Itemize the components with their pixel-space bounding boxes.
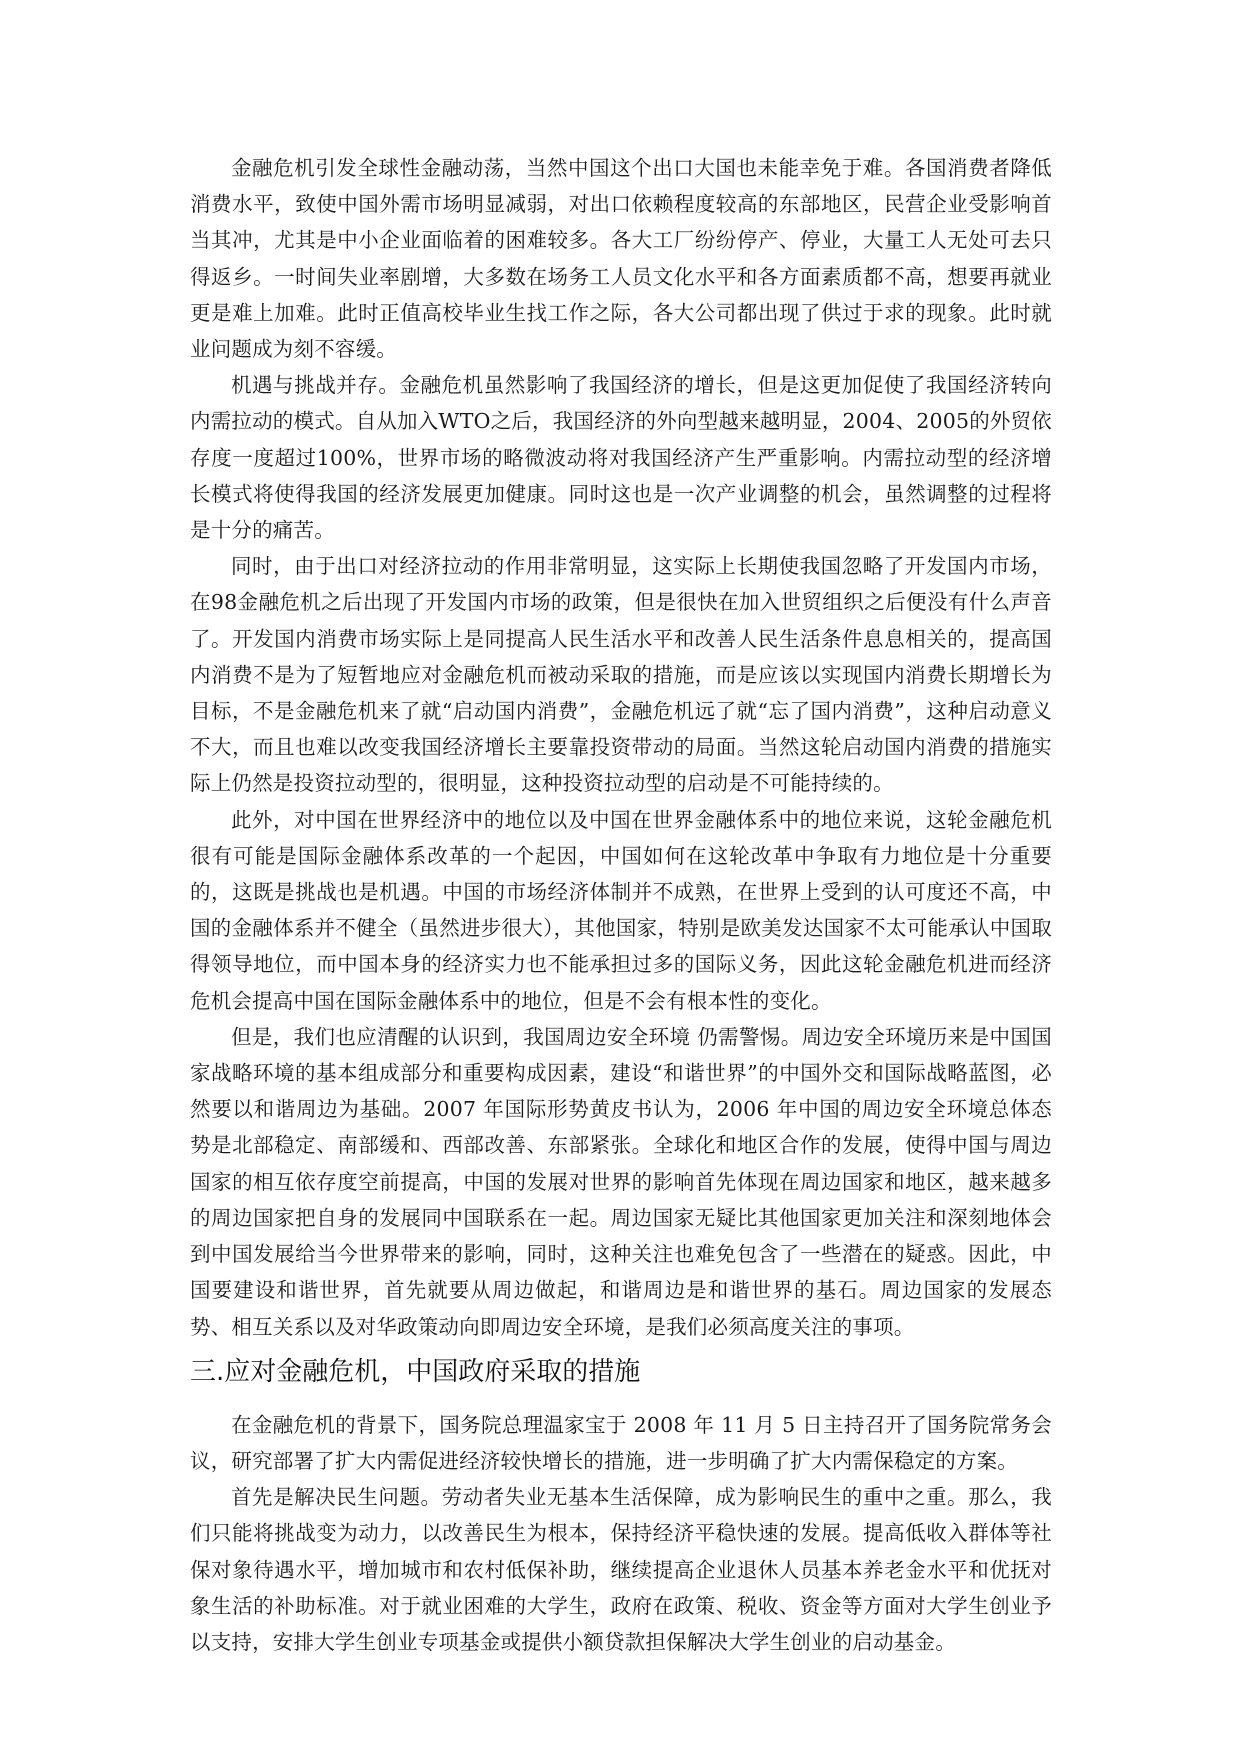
paragraph-peripheral-security: 但是，我们也应清醒的认识到，我国周边安全环境 仍需警惕。周边安全环境历来是中国国家战略环境的基本组成部分和重要构成因素，建设“和谐世界”的中国外交和国际战略蓝图，必然要以和谐周边为基础。2007 年国际形势黄皮书认为，2006 年中国的周边安全环境总体态势是北部稳定、南部缓和、西部改善、东部紧张。全球化和地区合作的发展，使得中国与周边国家的相互依存度空前提高，中国的发展对世界的影响首先体现在周边国家和地区，越来越多的周边国家把自身的发展同中国联系在一起。周边国家无疑比其他国家更加关注和深刻地体会到中国发展给当今世界带来的影响，同时，这种关注也难免包含了一些潜在的疑惑。因此，中国要建设和谐世界，首先就要从周边做起，和谐周边是和谐世界的基石。周边国家的发展态势、相互关系以及对华政策动向即周边安全环境，是我们必须高度关注的事项。 [190, 1024, 1052, 1339]
paragraph-unemployment: 金融危机引发全球性金融动荡，当然中国这个出口大国也未能幸免于难。各国消费者降低消费水平，致使中国外需市场明显减弱，对出口依赖程度较高的东部地区，民营企业受影响首当其冲，尤其是中小企业面临着的困难较多。各大工厂纷纷停产、停业，大量工人无处可去只得返乡。一时间失业率剧增，大多数在场务工人员文化水平和各方面素质都不高，想要再就业更是难上加难。此时正值高校毕业生找工作之际，各大公司都出现了供过于求的现象。此时就业问题成为刻不容缓。 [190, 156, 1052, 362]
paragraph-state-council: 在金融危机的背景下，国务院总理温家宝于 2008 年 11 月 5 日主持召开了国务院常务会议，研究部署了扩大内需促进经济较快增长的措施，进一步明确了扩大内需保稳定的方案。 [190, 1412, 1052, 1473]
paragraph-livelihood: 首先是解决民生问题。劳动者失业无基本生活保障，成为影响民生的重中之重。那么，我们只能将挑战变为动力，以改善民生为根本，保持经济平稳快速的发展。提高低收入群体等社保对象待遇水平，增加城市和农村低保补助，继续提高企业退休人员基本养老金水平和优抚对象生活的补助标准。对于就业困难的大学生，政府在政策、税收、资金等方面对大学生创业予以支持，安排大学生创业专项基金或提供小额贷款担保解决大学生创业的启动基金。 [190, 1485, 1052, 1654]
section-heading: 三.应对金融危机，中国政府采取的措施 [190, 1356, 641, 1387]
paragraph-domestic-market: 同时，由于出口对经济拉动的作用非常明显，这实际上长期使我国忽略了开发国内市场，在98金融危机之后出现了开发国内市场的政策，但是很快在加入世贸组织之后便没有什么声音了。开发国内消费市场实际上是同提高人民生活水平和改善人民生活条件息息相关的，提高国内消费不是为了短暂地应对金融危机而被动采取的措施，而是应该以实现国内消费长期增长为目标，不是金融危机来了就“启动国内消费”，金融危机远了就“忘了国内消费”，这种启动意义不大，而且也难以改变我国经济增长主要靠投资带动的局面。当然这轮启动国内消费的措施实际上仍然是投资拉动型的，很明显，这种投资拉动型的启动是不可能持续的。 [190, 554, 1052, 796]
document-page [190, 150, 1052, 1660]
paragraph-financial-system: 此外，对中国在世界经济中的地位以及中国在世界金融体系中的地位来说，这轮金融危机很有可能是国际金融体系改革的一个起因，中国如何在这轮改革中争取有力地位是十分重要的，这既是挑战也是机遇。中国的市场经济体制并不成熟，在世界上受到的认可度还不高，中国的金融体系并不健全（虽然进步很大），其他国家，特别是欧美发达国家不太可能承认中国取得领导地位，而中国本身的经济实力也不能承担过多的国际义务，因此这轮金融危机进而经济危机会提高中国在国际金融体系中的地位，但是不会有根本性的变化。 [190, 807, 1052, 1013]
paragraph-opportunity-challenge: 机遇与挑战并存。金融危机虽然影响了我国经济的增长，但是这更加促使了我国经济转向内需拉动的模式。自从加入WTO之后，我国经济的外向型越来越明显，2004、2005的外贸依存度一度超过100%，世界市场的略微波动将对我国经济产生严重影响。内需拉动型的经济增长模式将使得我国的经济发展更加健康。同时这也是一次产业调整的机会，虽然调整的过程将是十分的痛苦。 [190, 373, 1052, 543]
